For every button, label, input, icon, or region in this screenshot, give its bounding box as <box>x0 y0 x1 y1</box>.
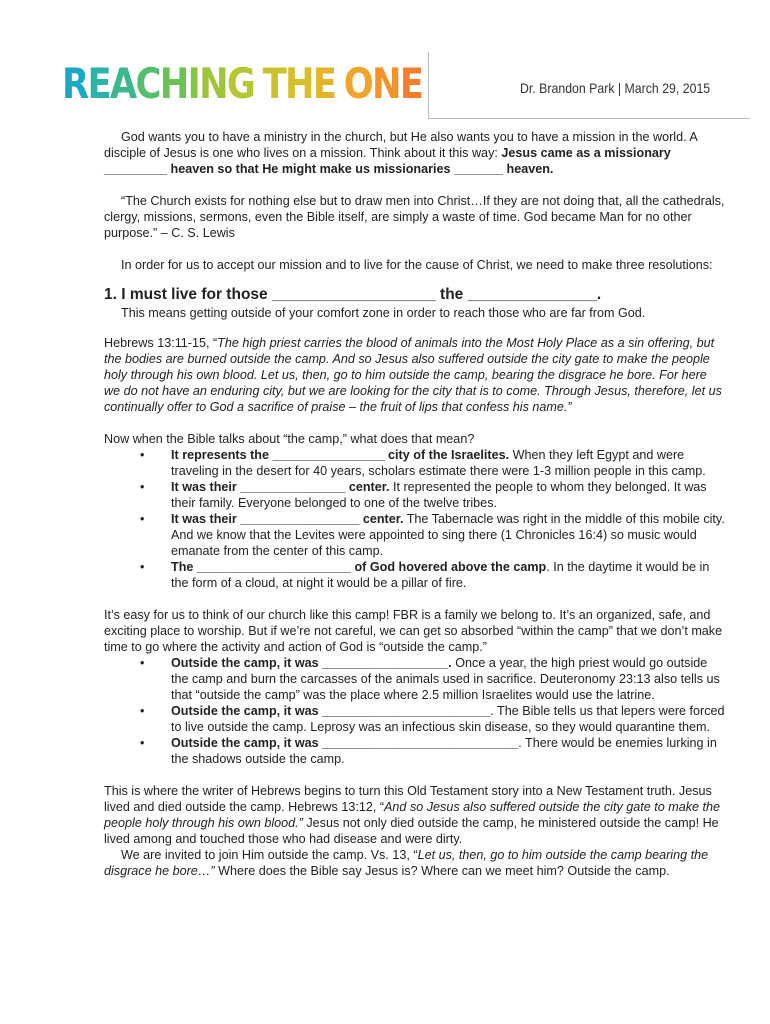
bullet-icon: • <box>140 656 145 670</box>
header-rule <box>428 118 750 119</box>
bullet-icon: • <box>140 736 145 750</box>
outside-camp-list <box>104 655 726 767</box>
lewis-quote: “The Church exists for nothing else but to draw men into Christ…If they are not doing that, all the cathedrals, clergy, missions, sermons, even the Bible itself, are simply a waste of time. God became Man for no other purpose.” – C. S. Lewis <box>104 194 725 240</box>
logo-letter: C <box>135 59 160 108</box>
church-paragraph: It’s easy for us to think of our church like this camp! FBR is a family we belong to. It’s an organized, safe, and exciting place to worship. But if we’re not careful, we can get so absorbed “within the camp” that we don’t make time to go where the activity and action of God is “outside the camp.” <box>104 608 723 654</box>
resolutions-intro: In order for us to accept our mission and to live for the cause of Christ, we need to make three resolutions: <box>121 258 713 272</box>
header-byline: Dr. Brandon Park | March 29, 2015 <box>520 80 711 96</box>
bullet-icon: • <box>140 448 145 462</box>
section-subtitle: This means getting outside of your comfort zone in order to reach those who are far from God. <box>121 306 646 320</box>
logo-letter: E <box>399 59 423 108</box>
hebrews-verse: Hebrews 13:11-15, “The high priest carries the blood of animals into the Most Holy Place as a sin offering, but the bodies are burned outside the camp. And so Jesus also suffered outside the city gate to make the people holy through his own blood. Let us, then, go to him outside the camp, bearing the disgrace he bore. For here we do not have an enduring city, but we are looking for the city that is to come. Through Jesus, therefore, let us continually offer to God a sacrifice of praise – the fruit of lips that confess his name.” <box>104 336 722 414</box>
logo-letter: A <box>109 59 136 108</box>
logo-letter: N <box>372 59 400 108</box>
page-header <box>0 52 770 122</box>
bullet-item: • Outside the camp, it was ____________________________. There would be enemies lurking in the shadows outside the camp. <box>140 736 717 766</box>
logo-letter: E <box>312 59 336 108</box>
bullet-icon: • <box>140 480 145 494</box>
logo-letter: H <box>159 59 188 108</box>
logo-letter: G <box>226 59 255 108</box>
bullet-item: • It was their _________________ center. The Tabernacle was right in the middle of this mobile city. And we know that the Levites were appointed to sing there (1 Chronicles 16:4) so music would emanate from the center of this camp. <box>140 512 725 558</box>
bullet-item: • It represents the ________________ city of the Israelites. When they left Egypt and were traveling in the desert for 40 years, scholars estimate there were 1-3 million people in this camp. <box>140 448 706 478</box>
final-paragraph-b: We are invited to join Him outside the camp. Vs. 13, “Let us, then, go to him outside the camp bearing the disgrace he bore…” Where does the Bible say Jesus is? Where can we meet him? Outside the camp. <box>104 848 709 878</box>
header-divider-left <box>428 52 429 118</box>
reaching-the-one-logo <box>62 59 423 108</box>
logo-letter: H <box>285 59 313 108</box>
intro-paragraph: God wants you to have a ministry in the church, but He also wants you to have a mission in the world. A disciple of Jesus is one who lives on a mission. Think about it this way: Jesus came as a missionary _________ heaven so that He might make us missionaries _______ heaven. <box>104 130 698 176</box>
logo-letter: O <box>343 59 373 108</box>
logo-letter: I <box>187 59 200 108</box>
logo-letter <box>254 64 262 104</box>
logo-letter: T <box>262 59 286 108</box>
bullet-item: • Outside the camp, it was ________________________. The Bible tells us that lepers were forced to live outside the camp. Leprosy was an infectious skin disease, so they would quarantine them. <box>140 704 725 734</box>
camp-list <box>104 447 726 591</box>
final-paragraph-a: This is where the writer of Hebrews begins to turn this Old Testament story into a New Testament truth. Jesus lived and died outside the camp. Hebrews 13:12, “And so Jesus also suffered outside the city gate to make the people holy through his own blood.” Jesus not only died outside the camp, he ministered outside the camp! He lived among and touched those who had disease and were dirty. <box>104 784 721 846</box>
logo-letter: R <box>62 59 88 108</box>
document-body <box>104 129 726 879</box>
logo-letter: E <box>87 59 110 108</box>
logo-letter: N <box>199 59 227 108</box>
bullet-icon: • <box>140 704 145 718</box>
camp-question: Now when the Bible talks about “the camp,” what does that mean? <box>104 432 475 446</box>
bullet-icon: • <box>140 560 145 574</box>
logo-letter <box>335 64 343 104</box>
bullet-item: • Outside the camp, it was __________________. Once a year, the high priest would go outside the camp and burn the carcasses of the animals used in sacrifice. Deuteronomy 23:13 also tells us that “outside the camp” was the place where 2.5 million Israelites would use the latrine. <box>140 656 720 702</box>
bullet-item: • The ______________________ of God hovered above the camp. In the daytime it would be in the form of a cloud, at night it would be a pillar of fire. <box>140 560 710 590</box>
section-heading: 1. I must live for those ___________________ the _______________. <box>104 286 602 303</box>
bullet-item: • It was their _______________ center. It represented the people to whom they belonged. It was their family. Everyone belonged to one of the twelve tribes. <box>140 480 707 510</box>
intro-bold: Jesus came as a missionary _________ heaven so that He might make us missionaries _______ heaven. <box>104 146 671 176</box>
bullet-icon: • <box>140 512 145 526</box>
